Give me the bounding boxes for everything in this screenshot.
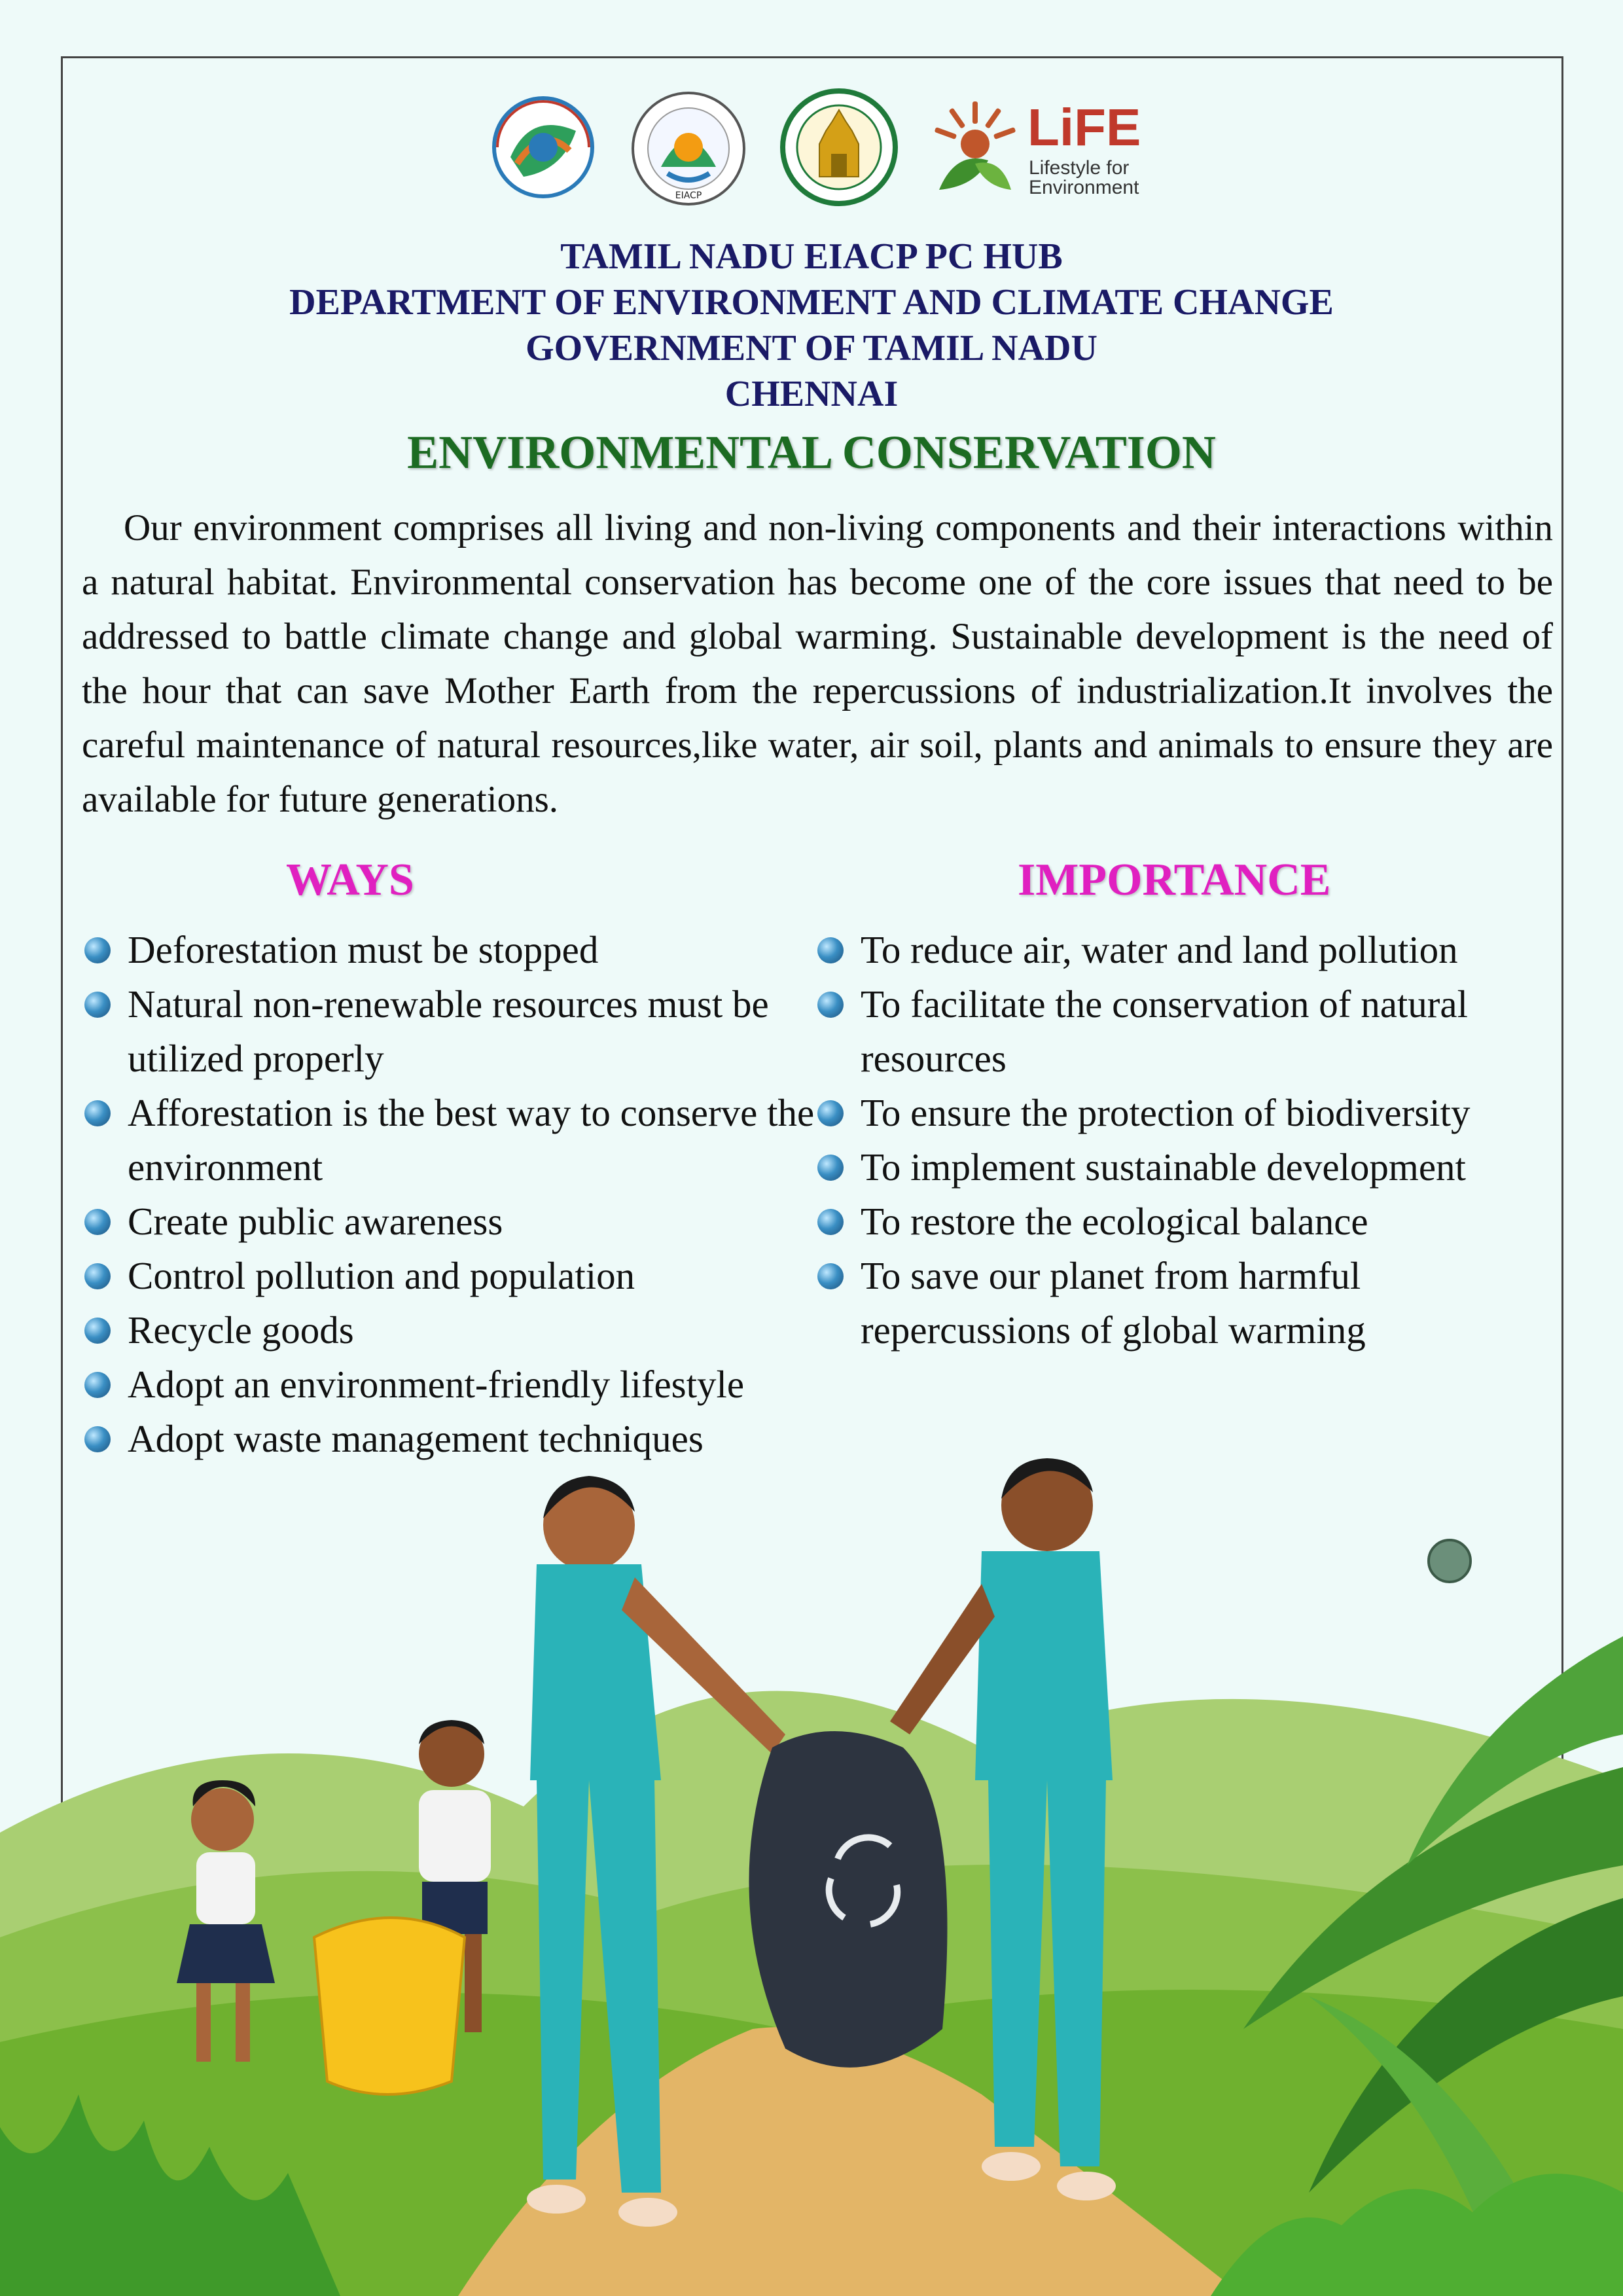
list-item	[82, 1249, 821, 1303]
header-line-1: TAMIL NADU EIACP PC HUB	[560, 236, 1063, 277]
cleanup-illustration	[0, 1440, 1623, 2296]
list-item-text: Deforestation must be stopped	[128, 928, 599, 971]
life-subtitle-2: Environment	[1029, 177, 1139, 198]
globe-bullet-icon	[817, 992, 844, 1018]
tamil-nadu-emblem	[779, 85, 900, 209]
black-recycle-bag	[749, 1731, 947, 2068]
list-item	[815, 1249, 1554, 1357]
globe-bullet-icon	[817, 937, 844, 963]
list-item	[82, 1303, 821, 1357]
globe-bullet-icon	[84, 1318, 111, 1344]
logo-row	[0, 85, 1623, 216]
list-item-text: To facilitate the conservation of natural resources	[861, 982, 1469, 1080]
life-title: LiFE	[1027, 98, 1141, 156]
globe-bullet-icon	[817, 1155, 844, 1181]
list-item-text: To save our planet from harmful repercussions of global warming	[861, 1254, 1366, 1352]
list-item	[815, 977, 1554, 1086]
list-item	[82, 1357, 821, 1412]
globe-bullet-icon	[817, 1209, 844, 1235]
globe-bullet-icon	[817, 1100, 844, 1126]
importance-heading: IMPORTANCE	[1018, 855, 1331, 905]
globe-bullet-icon	[84, 1100, 111, 1126]
intro-paragraph: Our environment comprises all living and non-living components and their interactions within a natural habitat. Environmental conservation has become one of the core issues that need to be addressed to battle climate change and global warming. Sustainable development is the need of the hour that can save Mother Earth from the repercussions of industrialization.It involves the careful maintenance of natural resources,like water, air soil, plants and animals to ensure they are available for future generations.	[82, 507, 1553, 820]
life-logo	[929, 98, 1152, 203]
nature-protects-logo	[484, 85, 602, 209]
list-item-text: To ensure the protection of biodiversity	[861, 1091, 1471, 1134]
list-item	[82, 923, 821, 977]
list-item	[82, 1194, 821, 1249]
globe-bullet-icon	[817, 1263, 844, 1289]
header-line-2: DEPARTMENT OF ENVIRONMENT AND CLIMATE CHANGE	[289, 282, 1334, 323]
list-item-text: Adopt waste management techniques	[128, 1417, 704, 1460]
globe-bullet-icon	[84, 1263, 111, 1289]
list-item-text: To reduce air, water and land pollution	[861, 928, 1458, 971]
globe-bullet-icon	[84, 937, 111, 963]
header-line-4: CHENNAI	[724, 374, 899, 414]
page-title: ENVIRONMENTAL CONSERVATION	[407, 426, 1216, 478]
yellow-trash-bag	[314, 1918, 465, 2094]
list-item-text: Recycle goods	[128, 1308, 354, 1352]
globe-icon	[1429, 1540, 1471, 1582]
list-item-text: Afforestation is the best way to conserve the environment	[128, 1091, 815, 1189]
eiacp-logo	[628, 88, 749, 209]
eiacp-logo-text: EIACP	[675, 190, 702, 201]
list-item-text: Create public awareness	[128, 1200, 503, 1243]
life-subtitle-1: Lifestyle for	[1029, 157, 1130, 179]
globe-bullet-icon	[84, 992, 111, 1018]
list-item	[82, 1086, 821, 1194]
importance-list	[815, 923, 1554, 1357]
ways-list	[82, 923, 821, 1466]
sun-leaf-icon	[929, 98, 1021, 196]
globe-bullet-icon	[84, 1209, 111, 1235]
ways-heading: WAYS	[286, 855, 414, 905]
list-item	[815, 923, 1554, 977]
header-line-3: GOVERNMENT OF TAMIL NADU	[526, 328, 1097, 368]
list-item	[815, 1086, 1554, 1140]
list-item	[815, 1140, 1554, 1194]
globe-bullet-icon	[84, 1372, 111, 1398]
list-item-text: Adopt an environment-friendly lifestyle	[128, 1363, 745, 1406]
list-item-text: Control pollution and population	[128, 1254, 635, 1297]
list-item-text: Natural non-renewable resources must be utilized properly	[128, 982, 769, 1080]
list-item	[815, 1194, 1554, 1249]
list-item-text: To implement sustainable development	[861, 1145, 1466, 1189]
list-item	[82, 977, 821, 1086]
list-item-text: To restore the ecological balance	[861, 1200, 1368, 1243]
